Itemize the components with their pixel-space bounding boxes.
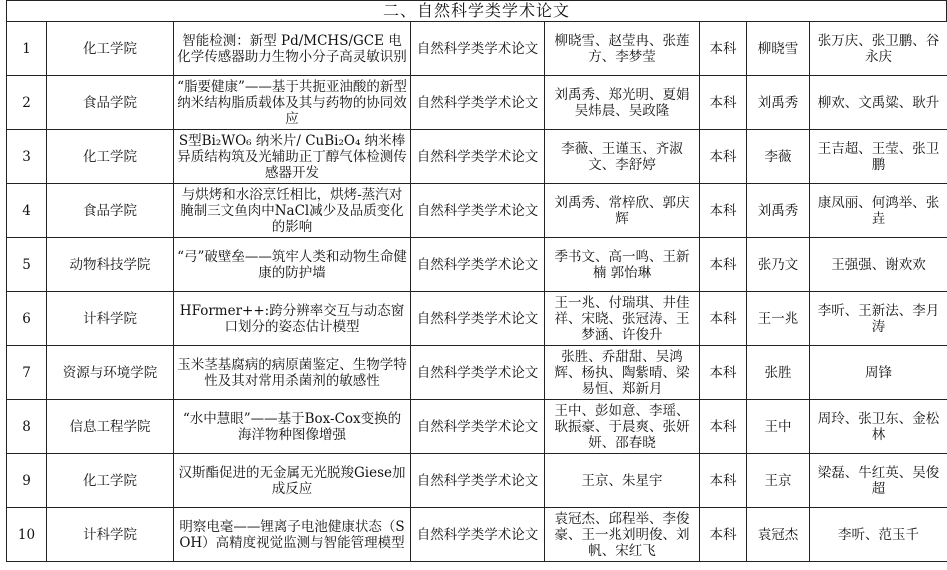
leader-cell[interactable]: 王一兆: [747, 292, 810, 346]
leader-cell[interactable]: 刘禹秀: [747, 184, 810, 238]
advisors-cell[interactable]: 李听、范玉千: [810, 508, 947, 562]
members-cell[interactable]: 王中、彭如意、李瑶、耿振豪、于晨爽、张妍妍、邵春晓: [545, 400, 700, 454]
table-row: [7, 76, 947, 130]
leader-cell[interactable]: 李薇: [747, 130, 810, 184]
category-cell[interactable]: 自然科学类学术论文: [411, 238, 545, 292]
college-cell[interactable]: 化工学院: [47, 22, 174, 76]
level-cell[interactable]: 本科: [700, 508, 747, 562]
table-row: [7, 22, 947, 76]
row-number-cell[interactable]: 2: [7, 76, 47, 130]
members-cell[interactable]: 刘禹秀、常梓欣、郭庆辉: [545, 184, 700, 238]
paper-title-cell[interactable]: 玉米茎基腐病的病原菌鉴定、生物学特性及其对常用杀菌剂的敏感性: [174, 346, 411, 400]
level-cell[interactable]: 本科: [700, 346, 747, 400]
college-cell[interactable]: 化工学院: [47, 130, 174, 184]
table-row: [7, 508, 947, 562]
advisors-cell[interactable]: 柳欢、文禹粱、耿升: [810, 76, 947, 130]
paper-title-cell[interactable]: “脂要健康”——基于共扼亚油酸的新型纳米结构脂质载体及其与药物的协同效应: [174, 76, 411, 130]
members-cell[interactable]: 袁冠杰、邱程举、李俊豪、王一兆刘明俊、刘帆、宋红飞: [545, 508, 700, 562]
leader-cell[interactable]: 王京: [747, 454, 810, 508]
paper-title-cell[interactable]: 汉斯酯促进的无金属无光脱羧Giese加成反应: [174, 454, 411, 508]
paper-title-cell[interactable]: 智能检测：新型 Pd/MCHS/GCE 电化学传感器助力生物小分子高灵敏识别: [174, 22, 411, 76]
row-number-cell[interactable]: 10: [7, 508, 47, 562]
members-cell[interactable]: 季书文、高一鸣、王新楠 郭怡琳: [545, 238, 700, 292]
table-body: [7, 22, 947, 562]
members-cell[interactable]: 柳晓雪、赵莹冉、张莲方、李梦莹: [545, 22, 700, 76]
college-cell[interactable]: 计科学院: [47, 292, 174, 346]
papers-table: [6, 21, 947, 562]
college-cell[interactable]: 动物科技学院: [47, 238, 174, 292]
college-cell[interactable]: 食品学院: [47, 76, 174, 130]
advisors-cell[interactable]: 周玲、张卫东、金松林: [810, 400, 947, 454]
advisors-cell[interactable]: 康凤丽、何鸿举、张垚: [810, 184, 947, 238]
category-cell[interactable]: 自然科学类学术论文: [411, 454, 545, 508]
leader-cell[interactable]: 张乃文: [747, 238, 810, 292]
level-cell[interactable]: 本科: [700, 22, 747, 76]
members-cell[interactable]: 刘禹秀、郑光明、夏娟吴炜晨、吴政隆: [545, 76, 700, 130]
members-cell[interactable]: 张胜、乔甜甜、吴鸿辉、杨执、陶紫晴、梁易恒、郑新月: [545, 346, 700, 400]
category-cell[interactable]: 自然科学类学术论文: [411, 400, 545, 454]
leader-cell[interactable]: 王中: [747, 400, 810, 454]
table-row: [7, 130, 947, 184]
category-cell[interactable]: 自然科学类学术论文: [411, 22, 545, 76]
college-cell[interactable]: 计科学院: [47, 508, 174, 562]
paper-title-cell[interactable]: S型Bi₂WO₆ 纳米片/ CuBi₂O₄ 纳米棒异质结构筑及光辅助正丁醇气体检测传感器开发: [174, 130, 411, 184]
advisors-cell[interactable]: 王吉超、王莹、张卫鹏: [810, 130, 947, 184]
row-number-cell[interactable]: 4: [7, 184, 47, 238]
category-cell[interactable]: 自然科学类学术论文: [411, 346, 545, 400]
members-cell[interactable]: 王京、朱星宇: [545, 454, 700, 508]
category-cell[interactable]: 自然科学类学术论文: [411, 76, 545, 130]
paper-title-cell[interactable]: 与烘烤和水浴烹饪相比，烘烤-蒸汽对腌制三文鱼肉中NaCl减少及品质变化的影响: [174, 184, 411, 238]
college-cell[interactable]: 信息工程学院: [47, 400, 174, 454]
table-row: [7, 292, 947, 346]
level-cell[interactable]: 本科: [700, 454, 747, 508]
advisors-cell[interactable]: 王强强、谢欢欢: [810, 238, 947, 292]
paper-title-cell[interactable]: “水中慧眼”——基于Box-Cox变换的海洋物种图像增强: [174, 400, 411, 454]
table-row: [7, 400, 947, 454]
row-number-cell[interactable]: 8: [7, 400, 47, 454]
category-cell[interactable]: 自然科学类学术论文: [411, 508, 545, 562]
paper-title-cell[interactable]: HFormer++:跨分辨率交互与动态窗口划分的姿态估计模型: [174, 292, 411, 346]
leader-cell[interactable]: 袁冠杰: [747, 508, 810, 562]
table-row: [7, 346, 947, 400]
advisors-cell[interactable]: 张万庆、张卫鹏、谷永庆: [810, 22, 947, 76]
level-cell[interactable]: 本科: [700, 400, 747, 454]
advisors-cell[interactable]: 梁磊、牛红英、吴俊超: [810, 454, 947, 508]
paper-title-cell[interactable]: “弓”破壁垒——筑牢人类和动物生命健康的防护墙: [174, 238, 411, 292]
row-number-cell[interactable]: 6: [7, 292, 47, 346]
level-cell[interactable]: 本科: [700, 238, 747, 292]
table-row: [7, 454, 947, 508]
college-cell[interactable]: 化工学院: [47, 454, 174, 508]
table-row: [7, 238, 947, 292]
row-number-cell[interactable]: 7: [7, 346, 47, 400]
category-cell[interactable]: 自然科学类学术论文: [411, 292, 545, 346]
level-cell[interactable]: 本科: [700, 76, 747, 130]
category-cell[interactable]: 自然科学类学术论文: [411, 184, 545, 238]
row-number-cell[interactable]: 3: [7, 130, 47, 184]
row-number-cell[interactable]: 9: [7, 454, 47, 508]
members-cell[interactable]: 王一兆、付瑞琪、井佳祥、宋晓、张冠涛、王梦涵、许俊升: [545, 292, 700, 346]
leader-cell[interactable]: 刘禹秀: [747, 76, 810, 130]
table-row: [7, 184, 947, 238]
college-cell[interactable]: 食品学院: [47, 184, 174, 238]
leader-cell[interactable]: 柳晓雪: [747, 22, 810, 76]
college-cell[interactable]: 资源与环境学院: [47, 346, 174, 400]
level-cell[interactable]: 本科: [700, 292, 747, 346]
section-heading: 二、自然科学类学术论文: [6, 0, 947, 21]
advisors-cell[interactable]: 周锋: [810, 346, 947, 400]
level-cell[interactable]: 本科: [700, 184, 747, 238]
members-cell[interactable]: 李薇、王谨玉、齐淑文、李舒婷: [545, 130, 700, 184]
row-number-cell[interactable]: 1: [7, 22, 47, 76]
category-cell[interactable]: 自然科学类学术论文: [411, 130, 545, 184]
leader-cell[interactable]: 张胜: [747, 346, 810, 400]
row-number-cell[interactable]: 5: [7, 238, 47, 292]
advisors-cell[interactable]: 李听、王新法、李月涛: [810, 292, 947, 346]
level-cell[interactable]: 本科: [700, 130, 747, 184]
paper-title-cell[interactable]: 明察电毫——锂离子电池健康状态（SOH）高精度视觉监测与智能管理模型: [174, 508, 411, 562]
